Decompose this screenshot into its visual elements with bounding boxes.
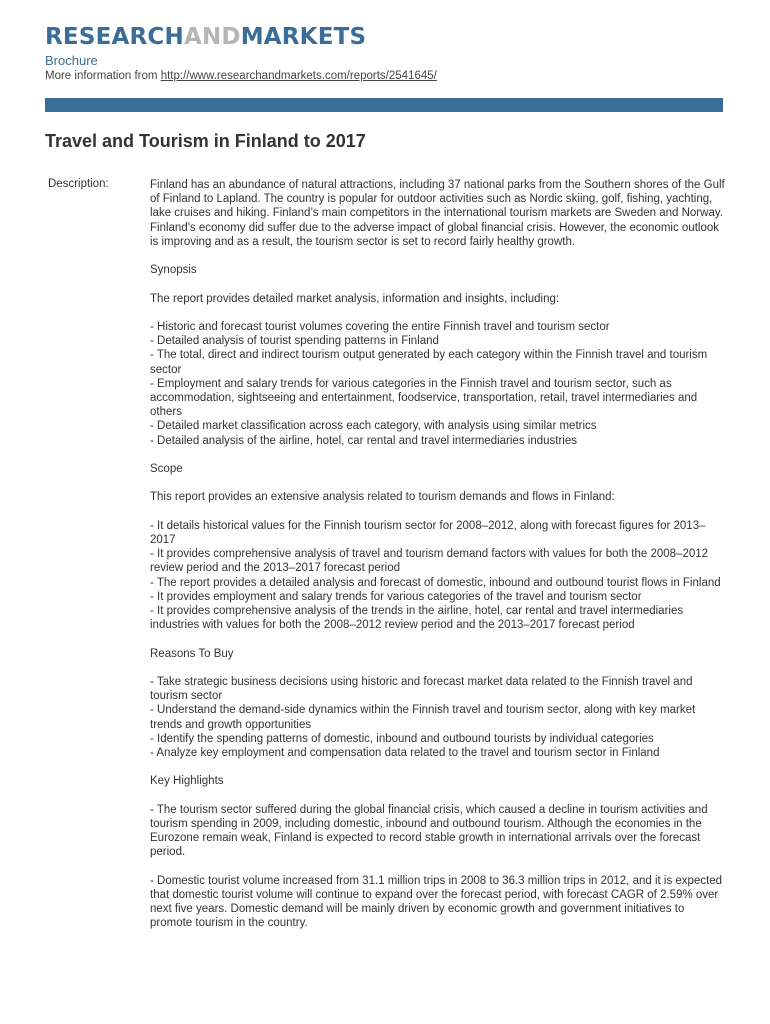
- description-label: Description:: [48, 178, 109, 190]
- paragraph-highlight-2: - Domestic tourist volume increased from 31.1 million trips in 2008 to 36.3 million trips in 2012, and it is expected that domestic tourist volume will continue to expand over the forecast period, with forecast CAGR of 2.59% over next five years. Domestic demand will be mainly driven by economic growth and government initiatives to promote tourism in the country.: [150, 874, 723, 930]
- logo-markets: MARKETS: [240, 24, 367, 50]
- brochure-label: Brochure: [45, 53, 98, 68]
- heading-scope: Scope: [150, 463, 183, 475]
- logo-research: RESEARCH: [45, 24, 184, 50]
- logo-and: AND: [183, 24, 241, 50]
- paragraph-scope: This report provides an extensive analysis related to tourism demands and flows in Finland:: [150, 491, 615, 504]
- paragraph-highlight-1: - The tourism sector suffered during the global financial crisis, which caused a decline in tourism activities and tourism spending in 2009, including domestic, inbound and outbound tourism. Although the economies in the Eurozone remain weak, Finland is expected to record stable growth in international arrivals over the forecast period.: [150, 803, 708, 859]
- description-body: [150, 178, 725, 945]
- paragraph-intro: Finland has an abundance of natural attractions, including 37 national parks from the Southern shores of the Gulf of Finland to Lapland. The country is popular for outdoor activities such as Nordic skiing, golf, fishing, yachting, lake cruises and hiking. Finland’s main competitors in the international tourism markets are Sweden and Norway. Finland's economy did suffer due to the adverse impact of global financial crisis. However, the economic outlook is improving and as a result, the tourism sector is set to record fairly healthy growth.: [150, 179, 725, 248]
- list-reasons: - Take strategic business decisions using historic and forecast market data related to the Finnish travel and tourism sector - Understand the demand-side dynamics within the Finnish travel and tourism sector, along with key market trends and growth opportunities - Identify the spending patterns of domestic, inbound and outbound tourists by individual categories - Analyze key employment and compensation data related to the travel and tourism sector in Finland: [150, 675, 696, 759]
- heading-synopsis: Synopsis: [150, 264, 197, 277]
- heading-highlights: Key Highlights: [150, 775, 224, 788]
- heading-reasons: Reasons To Buy: [150, 647, 234, 660]
- more-info-prefix: More information from: [45, 70, 161, 82]
- header-divider-bar: [45, 98, 723, 112]
- paragraph-synopsis: The report provides detailed market analysis, information and insights, including:: [150, 292, 560, 305]
- list-synopsis: - Historic and forecast tourist volumes covering the entire Finnish travel and tourism sector - Detailed analysis of tourist spending patterns in Finland - The total, direct and indirect tourism output generated by each category within the Finnish travel and tourism sector - Employment and salary trends for various categories in the Finnish travel and tourism sector, such as accommodation, sightseeing and entertainment, foodservice, transportation, retail, travel intermediaries and others - Detailed market classification across each category, with analysis using similar metrics - Detailed analysis of the airline, hotel, car rental and travel intermediaries industries: [150, 320, 708, 447]
- page-title: Travel and Tourism in Finland to 2017: [45, 131, 366, 151]
- more-info-line: [45, 70, 437, 82]
- list-scope: - It details historical values for the Finnish tourism sector for 2008–2012, along with forecast figures for 2013–2017 - It provides comprehensive analysis of travel and tourism demand factors with values for both the 2008–2012 review period and the 2013–2017 forecast period - The report provides a detailed analysis and forecast of domestic, inbound and outbound tourist flows in Finland - It provides employment and salary trends for various categories of the travel and tourism sector - It provides comprehensive analysis of the trends in the airline, hotel, car rental and travel intermediaries industries with values for both the 2008–2012 review period and the 2013–2017 forecast period: [150, 519, 721, 632]
- report-link[interactable]: http://www.researchandmarkets.com/reports/2541645/: [160, 70, 437, 82]
- logo: [45, 22, 366, 52]
